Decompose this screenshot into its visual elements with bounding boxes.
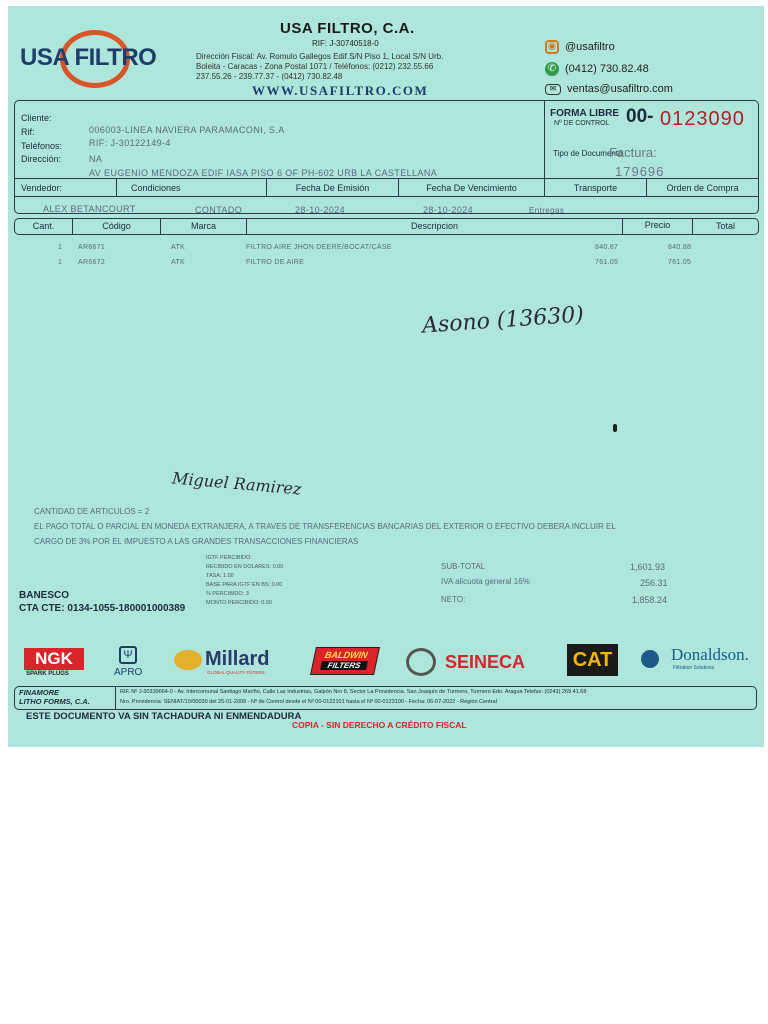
baldwin-badge: [310, 647, 380, 675]
cantidad-articulos: CANTIDAD DE ARTICULOS = 2: [34, 507, 150, 516]
printer-info-line-2: Nro. Providencia: SENIAT/10/00030 del 25-01-2008 - Nº de Control desde el Nº 00-0122101 hasta el Nº 00-0123100 - Fecha: 06-07-2022 - Región Central: [120, 699, 497, 705]
company-address: [196, 52, 506, 82]
control-label: Nº DE CONTROL: [554, 120, 610, 127]
factura-number: 179696: [615, 164, 665, 179]
email-contact: [545, 83, 673, 95]
company-rif: RIF: J-30740518-0: [312, 39, 379, 48]
cat-logo: CAT: [572, 649, 613, 671]
condiciones-header: Condiciones: [117, 179, 267, 197]
company-name: USA FILTRO, C.A.: [280, 20, 415, 37]
address-line: Boleita - Caracas - Zona Postal 1071 / Teléfonos: (0212) 232.55.66: [196, 62, 434, 71]
igtf-line: % PERCIBIDO: 3: [206, 591, 249, 597]
telefonos-value: NA: [89, 154, 103, 164]
millard-icon: [174, 650, 202, 670]
emision-header: Fecha De Emisión: [267, 179, 399, 197]
signature: Miguel Ramirez: [171, 468, 303, 499]
ngk-logo: NGK: [24, 648, 84, 670]
baldwin-subtitle: FILTERS: [320, 661, 368, 670]
vendedor-header: Vendedor:: [15, 179, 117, 197]
neto-value: 1,858.24: [632, 595, 668, 605]
donaldson-icon: [641, 650, 659, 668]
cant-header: Cant.: [15, 219, 73, 234]
no-tachadura-note: ESTE DOCUMENTO VA SIN TACHADURA NI ENMENDADURA: [26, 711, 302, 722]
direccion-label: Dirección:: [21, 154, 62, 164]
bank-account: CTA CTE: 0134-1055-180001000389: [19, 603, 186, 614]
pago-line-1: EL PAGO TOTAL O PARCIAL EN MONEDA EXTRANJERA, A TRAVES DE TRANSFERENCIAS BANCARIAS DEL EXTERIOR O EFECTIVO DEBERA INCLUIR EL: [34, 522, 616, 531]
table-row: [0, 259, 768, 271]
instagram-handle: @usafiltro: [565, 40, 615, 53]
item-cant: 1: [58, 244, 63, 251]
vencimiento-header: Fecha De Vencimiento: [399, 179, 545, 197]
donaldson-subtitle: Filtration Solutions: [673, 665, 715, 671]
millard-logo: Millard: [205, 648, 270, 670]
item-precio: 761.05: [595, 259, 619, 266]
divider: [115, 687, 116, 709]
marca-header: Marca: [161, 219, 247, 234]
item-cant: 1: [58, 259, 63, 266]
item-codigo: AR6671: [78, 244, 106, 251]
seineca-icon: [406, 648, 436, 676]
descripcion-header: Descripcion: [247, 219, 623, 234]
orden-compra-header: Orden de Compra: [666, 183, 739, 193]
printer-info-line-1: RIF. Nº J-30339664-0 - Av. Intercomunal Santiago Mariño, Calle Las Industrias, Galpón Nro 8, Sector La Providencia. San Joaquín de Turmero, Turmero Edo. Aragua Telefax: (0243) 269.41.68: [120, 689, 587, 695]
address-line: Dirección Fiscal: Av. Romulo Gallegos Edif.S/N Piso 1, Local S/N Urb.: [196, 52, 444, 61]
igtf-line: IGTF PERCIBIDO:: [206, 555, 252, 561]
igtf-line: BASE PARA IGTF EN BS: 0.00: [206, 582, 283, 588]
item-codigo: AR6672: [78, 259, 106, 266]
apro-icon: Ψ: [119, 646, 137, 664]
item-descripcion: FILTRO AIRE JHON DEERE/BOCAT/CASE: [246, 244, 392, 251]
igtf-block: [206, 554, 283, 608]
bank-name: BANESCO: [19, 590, 70, 601]
transporte-header: Transporte: [545, 179, 647, 197]
mail-icon: ✉: [545, 84, 561, 95]
instagram-contact: [545, 40, 615, 54]
email-address: ventas@usafiltro.com: [567, 83, 673, 95]
company-website: WWW.USAFILTRO.COM: [252, 83, 429, 98]
igtf-line: MONTO PERCIBIDO: 0.00: [206, 600, 272, 606]
cliente-label: Cliente:: [21, 113, 52, 123]
donaldson-logo: Donaldson.: [671, 645, 749, 664]
copia-note: COPIA - SIN DERECHO A CRÉDITO FISCAL: [292, 720, 467, 730]
item-marca: ATK: [171, 244, 185, 251]
whatsapp-icon: ✆: [545, 62, 559, 76]
printer-name-line-2: LITHO FORMS, C.A.: [19, 697, 90, 706]
seineca-logo: SEINECA: [445, 652, 526, 672]
direccion-value: AV EUGENIO MENDOZA EDIF IASA PISO 6 OF PH-602 URB LA CASTELLANA: [89, 168, 438, 178]
telefonos-label: Teléfonos:: [21, 141, 63, 151]
total-header: Total: [715, 221, 735, 231]
iva-label: IVA alicuota general 16%: [441, 577, 530, 586]
baldwin-logo: BALDWIN: [323, 650, 369, 660]
whatsapp-contact: [545, 62, 649, 76]
usa-filtro-logo: [20, 30, 170, 90]
items-header-row: [14, 218, 759, 235]
control-prefix: 00-: [626, 106, 654, 127]
table-row: [0, 244, 768, 256]
subtotal-value: 1,601.93: [630, 562, 666, 572]
handwritten-note: Asono (13630): [421, 302, 585, 339]
iva-value: 256.31: [640, 578, 668, 588]
igtf-line: RECIBIDO EN DOLARES: 0.00: [206, 564, 284, 570]
tipo-documento-value: Factura:: [609, 145, 657, 160]
ink-mark: [613, 424, 617, 432]
item-total: 761.05: [668, 259, 692, 266]
cat-badge: [567, 644, 618, 676]
item-precio: 840.87: [595, 244, 619, 251]
whatsapp-number: (0412) 730.82.48: [565, 62, 649, 75]
vencimiento-value: 28-10-2024: [423, 205, 474, 215]
subtotal-label: SUB-TOTAL: [441, 562, 486, 571]
ngk-subtitle: SPARK PLUGS: [26, 671, 69, 677]
cliente-value: 006003-LINEA NAVIERA PARAMACONI, S.A: [89, 125, 285, 135]
item-marca: ATK: [171, 259, 185, 266]
neto-label: NETO:: [441, 595, 466, 604]
tipo-documento-label: Tipo de Documento: [553, 149, 623, 158]
logo-text: USA FILTRO: [20, 44, 157, 71]
igtf-line: TASA: 1.00: [206, 573, 234, 579]
rif-value: RIF: J-30122149-4: [89, 138, 171, 148]
rif-label: Rif:: [21, 127, 35, 137]
meta-header-row: [15, 179, 758, 197]
printer-name-line-1: FINAMORE: [19, 688, 59, 697]
forma-libre-label: FORMA LIBRE: [550, 108, 620, 119]
client-box: [14, 100, 759, 214]
transporte-value: Entregas: [529, 206, 565, 215]
instagram-icon: ◉: [545, 40, 559, 54]
address-line: 237.55.26 - 239.77.37 - (0412) 730.82.48: [196, 72, 343, 81]
printer-box: [14, 686, 757, 710]
millard-subtitle: GLOBAL QUALITY FILTERS: [207, 670, 265, 675]
emision-value: 28-10-2024: [295, 205, 346, 215]
vendedor-value: ALEX BETANCOURT: [43, 204, 136, 214]
condiciones-value: CONTADO: [195, 205, 243, 215]
item-total: 840.88: [668, 244, 692, 251]
item-descripcion: FILTRO DE AIRE: [246, 259, 305, 266]
precio-header: Precio: [623, 219, 693, 234]
codigo-header: Código: [73, 219, 161, 234]
divider: [544, 101, 545, 179]
apro-logo: APRO: [114, 667, 143, 678]
control-number: 0123090: [660, 108, 745, 130]
pago-line-2: CARGO DE 3% POR EL IMPUESTO A LAS GRANDES TRANSACCIONES FINANCIERAS: [34, 537, 359, 546]
